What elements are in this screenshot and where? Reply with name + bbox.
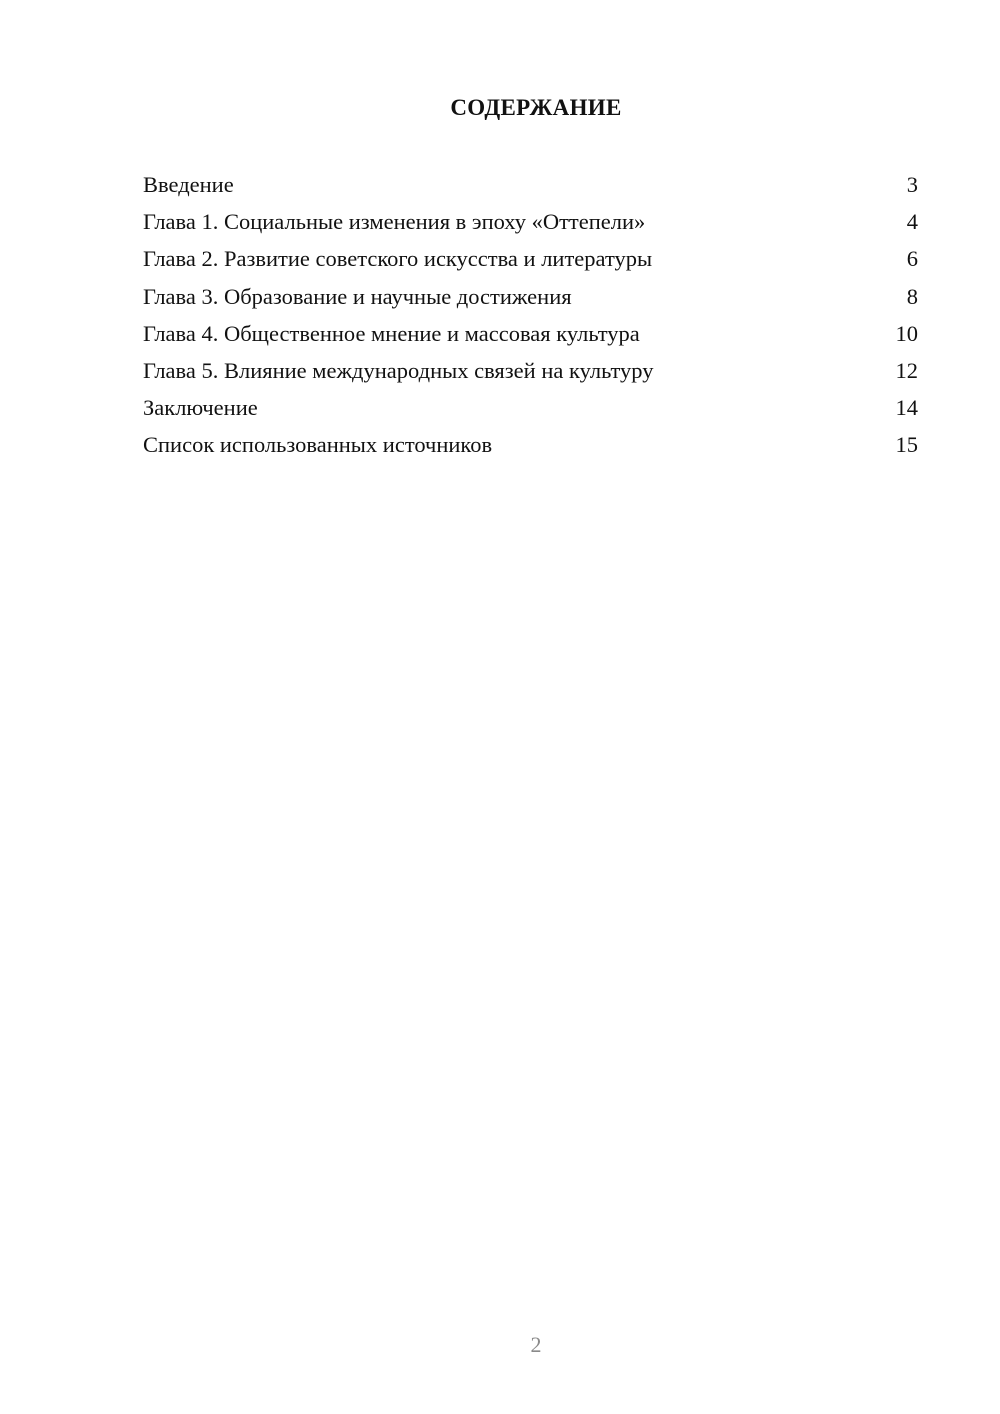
toc-entry-page: 14 — [895, 395, 918, 421]
toc-entry-conclusion — [143, 389, 918, 426]
table-of-contents — [143, 166, 918, 464]
toc-entry-label: Глава 4. Общественное мнение и массовая культура — [143, 320, 640, 346]
page-number: 2 — [530, 1332, 542, 1357]
toc-entry-chapter-1 — [143, 203, 918, 240]
toc-entry-page: 12 — [895, 357, 918, 383]
toc-entry-chapter-2 — [143, 240, 918, 277]
toc-entry-page: 3 — [906, 172, 918, 197]
toc-entry-label: Глава 2. Развитие советского искусства и литературы — [143, 246, 653, 272]
toc-entry-label: Глава 5. Влияние международных связей на культуру — [143, 357, 654, 383]
toc-entry-page: 15 — [895, 432, 918, 458]
toc-entry-label: Глава 3. Образование и научные достижения — [143, 283, 572, 309]
toc-entry-page: 4 — [906, 209, 918, 235]
page-title: СОДЕРЖАНИЕ — [450, 95, 622, 120]
toc-entry-label: Введение — [143, 172, 234, 197]
toc-entry-chapter-5 — [143, 352, 918, 389]
toc-entry-chapter-3 — [143, 278, 918, 315]
toc-entry-references — [143, 426, 918, 463]
toc-entry-page: 6 — [906, 246, 918, 272]
toc-entry-label: Заключение — [143, 395, 258, 421]
toc-entry-page: 10 — [895, 320, 918, 346]
toc-entry-chapter-4 — [143, 315, 918, 352]
toc-entry-introduction — [143, 166, 918, 203]
toc-entry-page: 8 — [906, 283, 918, 309]
toc-entry-label: Глава 1. Социальные изменения в эпоху «Оттепели» — [143, 209, 646, 235]
toc-entry-label: Список использованных источников — [143, 432, 493, 458]
